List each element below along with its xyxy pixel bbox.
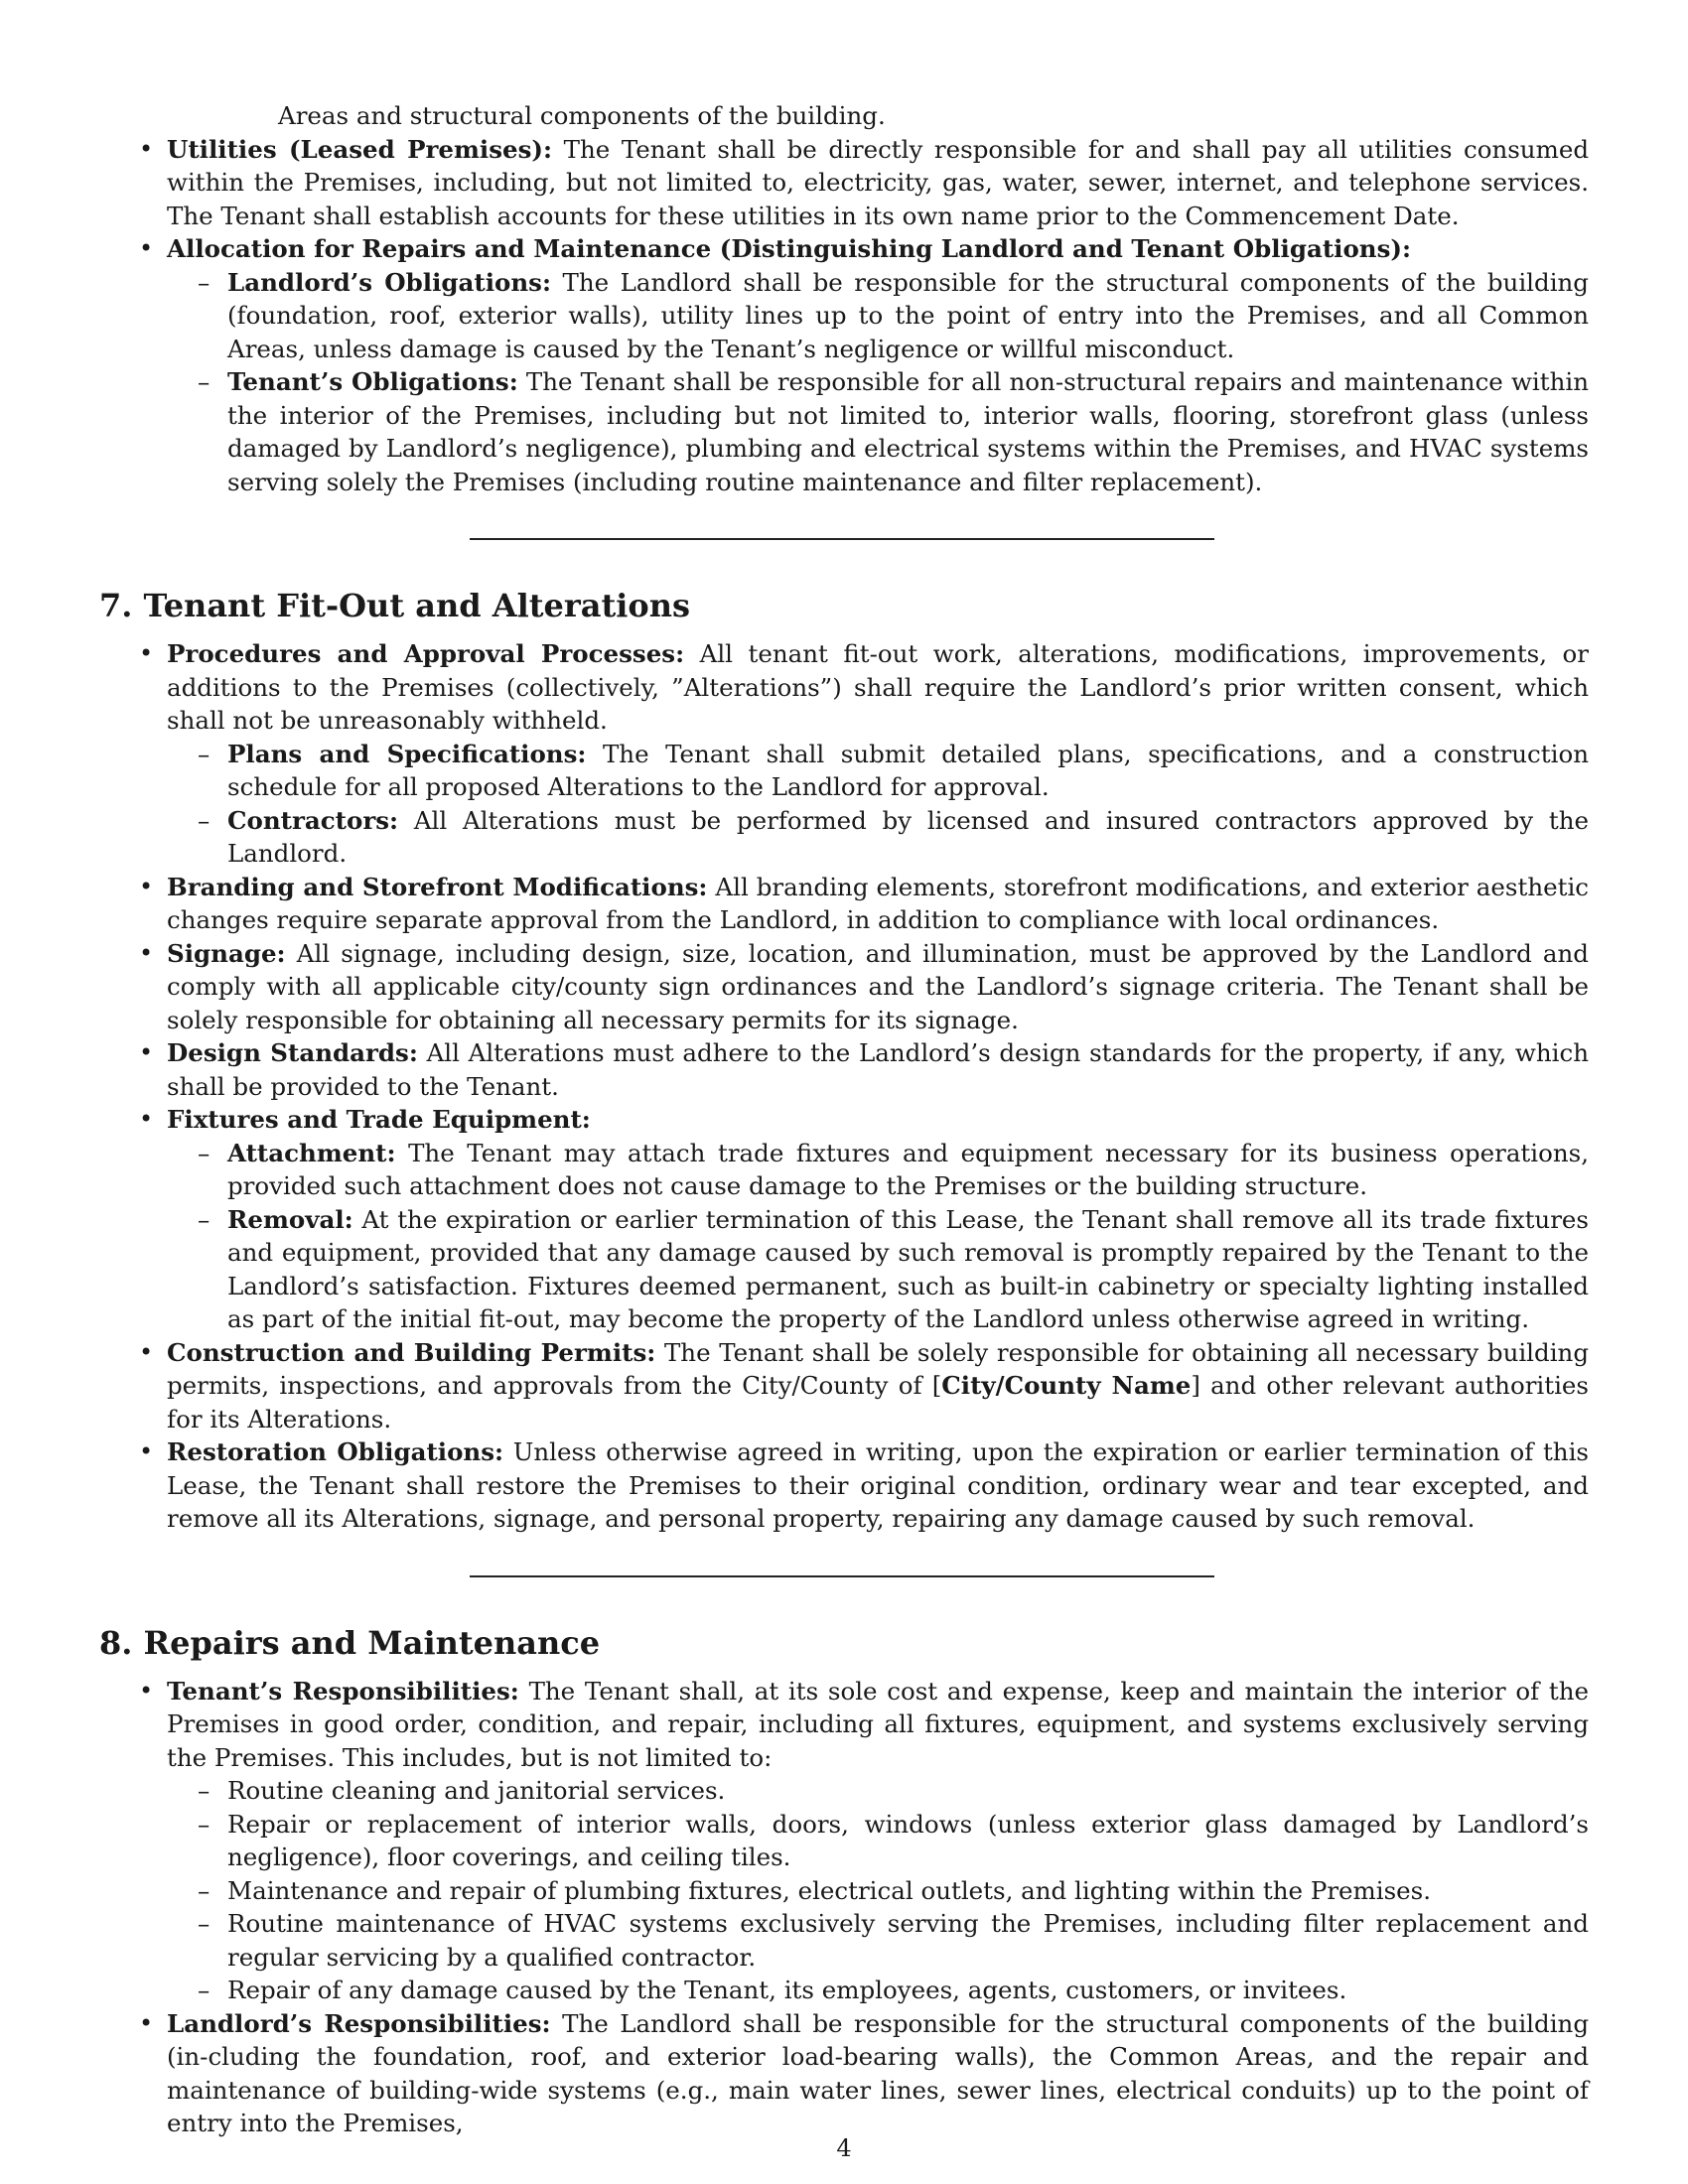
page-number: 4 <box>836 2134 852 2162</box>
landlord-obligations-item <box>227 266 1589 366</box>
design-standards-text: All Alterations must adhere to the Landlord’s design standards for the property, if any, which shall be provided to the Tenant. <box>167 1038 1589 1101</box>
utilities-item <box>167 133 1589 233</box>
signage-label: Signage: <box>167 938 286 968</box>
design-standards-item <box>167 1036 1589 1103</box>
landlord-obligations-label: Landlord’s Obligations: <box>227 267 552 297</box>
restoration-text: Unless otherwise agreed in writing, upon the expiration or earlier termination of this Lease, the Tenant shall restore the Premises to their original condition, ordinary wear and tear excepted, and remove all its Alterations, signage, and personal property, repairing any damage caused by such removal. <box>167 1437 1589 1533</box>
procedures-label: Procedures and Approval Processes: <box>167 639 685 668</box>
contractors-label: Contractors: <box>227 805 399 835</box>
landlord-responsibilities-text: The Landlord shall be responsible for the structural components of the building (in-cluding the foundation, roof, and exterior load-bearing walls), the Common Areas, and the repair and maintenance of building-wide systems (e.g., main water lines, sewer lines, electrical conduits) up to the point of entry into the Premises, <box>167 2008 1589 2137</box>
removal-label: Removal: <box>227 1204 353 1234</box>
attachment-label: Attachment: <box>227 1138 396 1167</box>
contractors-item <box>227 804 1589 871</box>
design-standards-label: Design Standards: <box>167 1038 418 1067</box>
plans-text: The Tenant shall submit detailed plans, specifications, and a construction schedule for all proposed Alterations to the Landlord for approval. <box>227 739 1589 801</box>
section-8-heading: 8. Repairs and Maintenance <box>99 1623 601 1662</box>
list-item: – Repair or replacement of interior walls, doors, windows (unless exterior glass damaged by Landlord’s negligence), floor coverings, and ceiling tiles. <box>227 1808 1589 1874</box>
fixtures-sublist <box>167 1137 1589 1336</box>
list-item: – Maintenance and repair of plumbing fixtures, electrical outlets, and lighting within the Premises. <box>227 1874 1589 1908</box>
list-item: – Repair of any damage caused by the Tenant, its employees, agents, customers, or invitees. <box>227 1974 1589 2007</box>
section-7-heading: 7. Tenant Fit-Out and Alterations <box>99 587 691 624</box>
procedures-item <box>167 637 1589 871</box>
allocation-label: Allocation for Repairs and Maintenance (Distinguishing Landlord and Tenant Obligations): <box>167 234 1412 263</box>
procedures-sublist <box>167 738 1589 871</box>
tenant-obligations-item <box>227 365 1589 498</box>
removal-item <box>227 1203 1589 1336</box>
list-item: – Routine maintenance of HVAC systems exclusively serving the Premises, including filter replacement and regular servicing by a qualified contractor. <box>227 1907 1589 1974</box>
attachment-text: The Tenant may attach trade fixtures and equipment necessary for its business operations, provided such attachment does not cause damage to the Premises or the building structure. <box>227 1138 1589 1200</box>
signage-item <box>167 937 1589 1037</box>
plans-item <box>227 738 1589 804</box>
restoration-label: Restoration Obligations: <box>167 1437 504 1466</box>
allocation-sublist <box>167 266 1589 499</box>
allocation-item <box>167 232 1589 498</box>
tenant-responsibilities-text: The Tenant shall, at its sole cost and expense, keep and maintain the interior of the Premises in good order, condition, and repair, including all fixtures, equipment, and systems exclusively serving the Premises. This includes, but is not limited to: <box>167 1676 1590 1772</box>
permits-text-before: The Tenant shall be solely responsible for obtaining all necessary building permits, inspections, and approvals from the City/County of [ <box>167 1337 1589 1400</box>
procedures-text: All tenant fit-out work, alterations, modifications, improvements, or additions to the Premises (collectively, ”Alterations”) shall require the Landlord’s prior written consent, which shall not be unreasonably withheld. <box>167 639 1589 735</box>
landlord-obligations-text: The Landlord shall be responsible for the structural components of the building (foundation, roof, exterior walls), utility lines up to the point of entry into the Premises, and all Common Areas, unless damage is caused by the Tenant’s negligence or willful misconduct. <box>227 267 1589 363</box>
permits-text-after: ] and other relevant authorities for its Alterations. <box>167 1371 1589 1433</box>
tenant-responsibilities-sublist <box>167 1774 1589 2007</box>
branding-label: Branding and Storefront Modifications: <box>167 872 708 901</box>
landlord-responsibilities-item <box>167 2007 1589 2140</box>
utilities-text: The Tenant shall be directly responsible for and shall pay all utilities consumed within the Premises, including, but not limited to, electricity, gas, water, sewer, internet, and telephone services. The Tenant shall establish accounts for these utilities in its own name prior to the Commencement Date. <box>167 134 1590 230</box>
continuation-text: Areas and structural components of the building. <box>278 101 886 130</box>
branding-text: All branding elements, storefront modifications, and exterior aesthetic changes require separate approval from the Landlord, in addition to compliance with local ordinances. <box>167 872 1590 934</box>
top-bullet-list <box>99 133 1589 499</box>
restoration-item <box>167 1435 1589 1536</box>
removal-text: At the expiration or earlier termination of this Lease, the Tenant shall remove all its trade fixtures and equipment, provided that any damage caused by such removal is promptly repaired by the Tenant to the Landlord’s satisfaction. Fixtures deemed permanent, such as built-in cabinetry or specialty lighting installed as part of the initial fit-out, may become the property of the Landlord unless otherwise agreed in writing. <box>227 1204 1589 1333</box>
attachment-item <box>227 1137 1589 1203</box>
landlord-responsibilities-label: Landlord’s Responsibilities: <box>167 2008 551 2038</box>
contractors-text: All Alterations must be performed by licensed and insured contractors approved by the Landlord. <box>227 805 1589 868</box>
page-content <box>99 99 1589 2140</box>
section-8-list <box>99 1675 1589 2140</box>
permits-item <box>167 1336 1589 1436</box>
branding-item <box>167 871 1589 937</box>
tenant-obligations-label: Tenant’s Obligations: <box>227 367 518 396</box>
signage-text: All signage, including design, size, location, and illumination, must be approved by the Landlord and comply with all applicable city/county sign ordinances and the Landlord’s signage criteria. The Tenant shall be solely responsible for obtaining all necessary permits for its signage. <box>167 938 1589 1034</box>
utilities-label: Utilities (Leased Premises): <box>167 134 553 164</box>
list-item: – Routine cleaning and janitorial services. <box>227 1774 1589 1808</box>
section-divider <box>470 1575 1214 1577</box>
plans-label: Plans and Specifications: <box>227 739 587 768</box>
fixtures-item <box>167 1103 1589 1336</box>
tenant-obligations-text: The Tenant shall be responsible for all non-structural repairs and maintenance within the interior of the Premises, including but not limited to, interior walls, flooring, storefront glass (unless damaged by Landlord’s negligence), plumbing and electrical systems within the Premises, and HVAC systems serving solely the Premises (including routine maintenance and filter replacement). <box>227 367 1589 496</box>
city-county-placeholder: City/County Name <box>941 1371 1192 1400</box>
permits-label: Construction and Building Permits: <box>167 1337 656 1367</box>
section-7-list <box>99 637 1589 1536</box>
tenant-responsibilities-label: Tenant’s Responsibilities: <box>167 1676 519 1706</box>
fixtures-label: Fixtures and Trade Equipment: <box>167 1105 591 1134</box>
tenant-responsibilities-item <box>167 1675 1589 2007</box>
section-divider <box>470 538 1214 540</box>
